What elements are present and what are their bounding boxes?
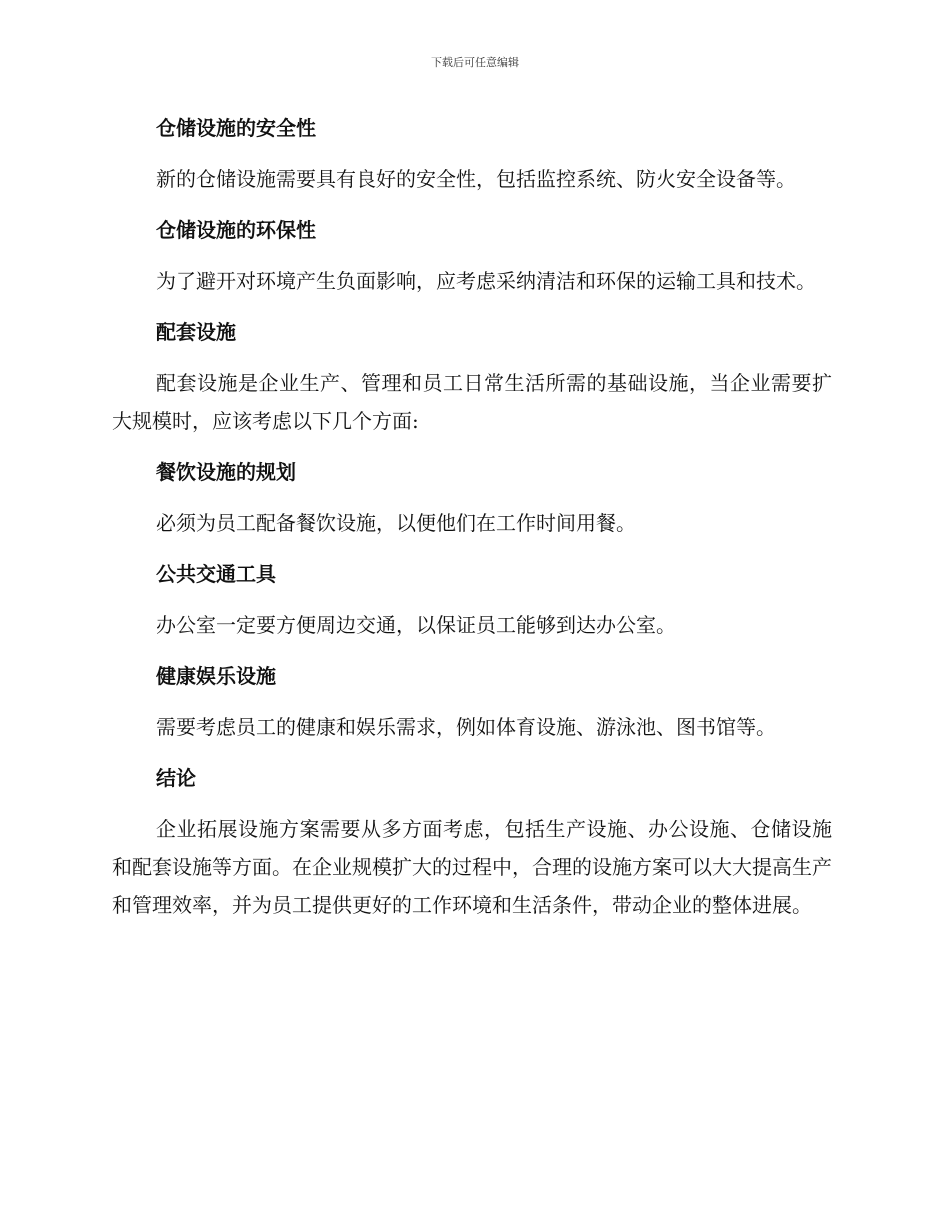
section-heading: 餐饮设施的规划 — [156, 460, 296, 484]
document-body — [112, 110, 832, 938]
body-paragraph: 需要考虑员工的健康和娱乐需求，例如体育设施、游泳池、图书馆等。 — [156, 715, 776, 739]
section-heading: 公共交通工具 — [156, 562, 276, 586]
section-heading: 仓储设施的安全性 — [156, 116, 316, 140]
body-paragraph: 为了避开对环境产生负面影响，应考虑采纳清洁和环保的运输工具和技术。 — [156, 269, 816, 293]
body-paragraph: 新的仓储设施需要具有良好的安全性，包括监控系统、防火安全设备等。 — [156, 167, 796, 191]
body-paragraph: 配套设施是企业生产、管理和员工日常生活所需的基础设施，当企业需要扩大规模时，应该考虑以下几个方面: — [112, 371, 832, 433]
body-paragraph: 办公室一定要方便周边交通，以保证员工能够到达办公室。 — [156, 613, 676, 637]
section-heading: 配套设施 — [156, 320, 236, 344]
body-paragraph: 必须为员工配备餐饮设施，以便他们在工作时间用餐。 — [156, 511, 636, 535]
section-heading: 健康娱乐设施 — [156, 664, 276, 688]
page-header: 下载后可任意编辑 — [431, 56, 519, 69]
section-heading: 结论 — [156, 766, 196, 790]
section-heading: 仓储设施的环保性 — [156, 218, 316, 242]
body-paragraph: 企业拓展设施方案需要从多方面考虑，包括生产设施、办公设施、仓储设施和配套设施等方面。在企业规模扩大的过程中，合理的设施方案可以大大提高生产和管理效率，并为员工提供更好的工作环境和生活条件，带动企业的整体进展。 — [112, 817, 832, 917]
